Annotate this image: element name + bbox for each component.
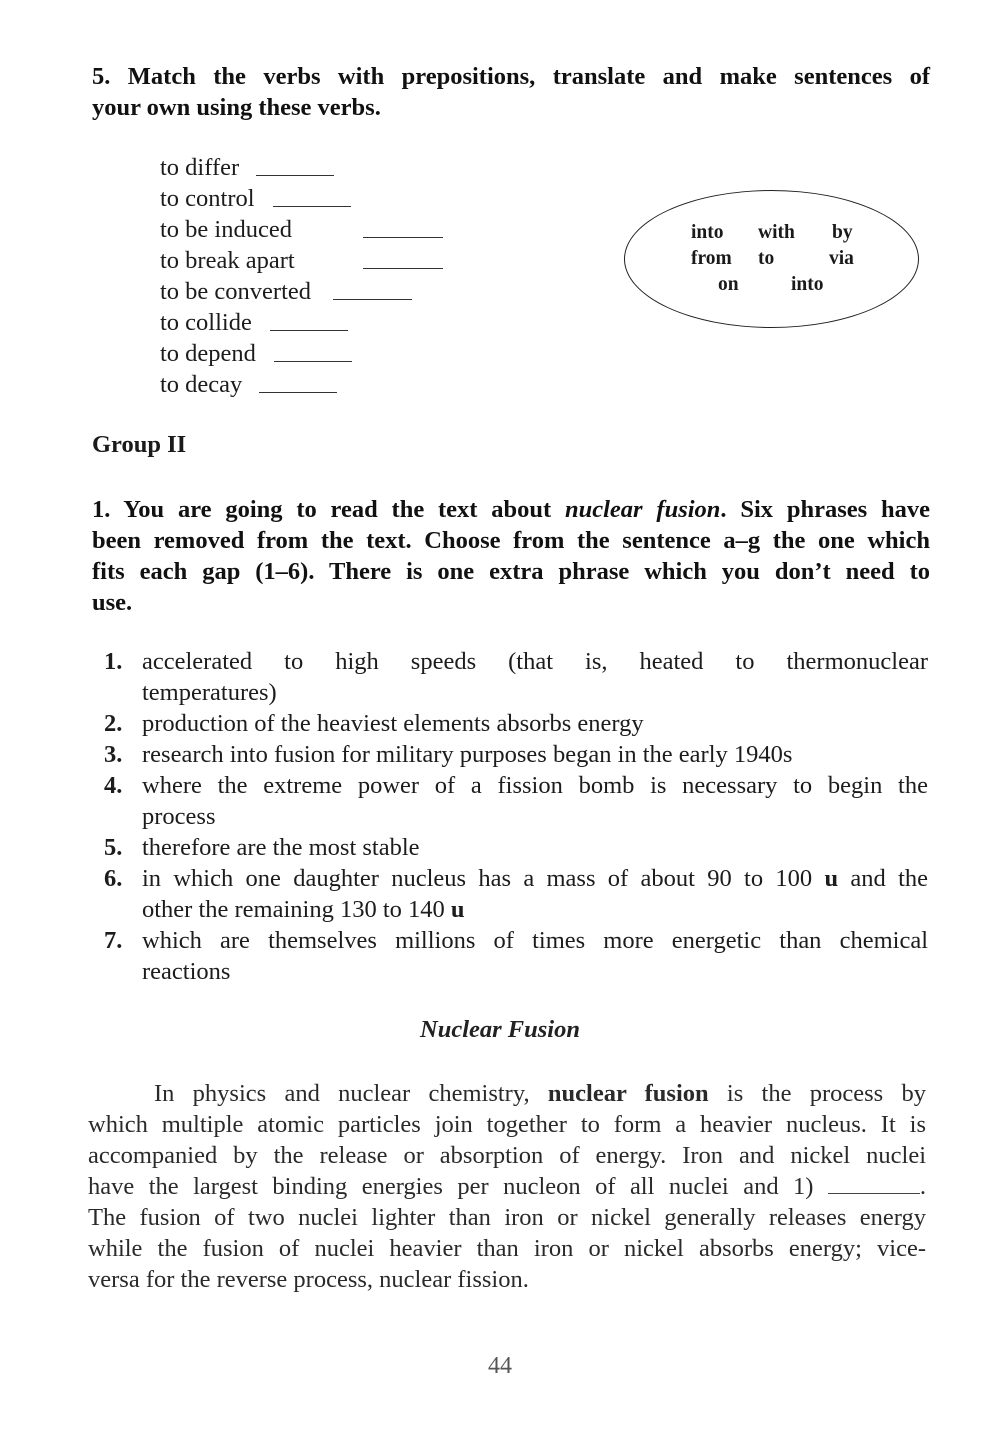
paragraph-line — [88, 1171, 926, 1202]
option-text-line1: which are themselves millions of times more energetic than chemical — [142, 927, 928, 954]
verb-label: to control — [160, 185, 255, 212]
page-number: 44 — [488, 1353, 512, 1379]
preposition: on — [718, 274, 739, 295]
reading-title: Nuclear Fusion — [420, 1016, 580, 1043]
phrase-option — [104, 708, 928, 739]
verb-label: to break apart — [160, 247, 295, 274]
option-number: 4. — [104, 772, 123, 799]
group-title: Group II — [92, 431, 187, 458]
text-run: 1. You are going to read the text about — [92, 496, 565, 523]
answer-blank[interactable] — [363, 236, 443, 238]
answer-blank[interactable] — [259, 391, 337, 393]
preposition-ellipse — [624, 190, 919, 328]
text-run: In physics and nuclear chemistry, — [154, 1080, 548, 1107]
preposition: with — [758, 222, 795, 243]
task-1-heading-line2: been removed from the text. Choose from the sentence a–g the one which — [92, 527, 930, 554]
paragraph-line — [88, 1078, 926, 1109]
paragraph-line: which multiple atomic particles join together to form a heavier nucleus. It is — [88, 1111, 926, 1138]
preposition: via — [829, 248, 854, 269]
phrase-option — [104, 832, 928, 863]
preposition: from — [691, 248, 732, 269]
option-text-line1: where the extreme power of a fission bomb is necessary to begin the — [142, 772, 928, 799]
task-5-heading — [92, 61, 930, 123]
preposition: to — [758, 248, 775, 269]
text-run: have the largest binding energies per nucleon of all nuclei and 1) — [88, 1173, 814, 1200]
phrase-options-list — [104, 646, 928, 987]
paragraph-line: versa for the reverse process, nuclear fission. — [88, 1266, 529, 1293]
verb-label: to differ — [160, 154, 240, 181]
verb-item — [160, 338, 480, 369]
verb-label: to be converted — [160, 278, 312, 305]
task-1-heading-line3: fits each gap (1–6). There is one extra phrase which you don’t need to — [92, 558, 930, 585]
option-number: 6. — [104, 865, 123, 892]
answer-blank[interactable] — [270, 329, 348, 331]
preposition: by — [832, 222, 853, 243]
option-number: 1. — [104, 648, 123, 675]
verb-label: to be induced — [160, 216, 292, 243]
unit-symbol: u — [450, 896, 465, 923]
text-run: in which one daughter nucleus has a mass of about 90 to 100 — [142, 865, 825, 892]
verb-item — [160, 183, 480, 214]
verb-item — [160, 152, 480, 183]
emphasis-term: nuclear fusion — [565, 496, 721, 523]
verb-label: to collide — [160, 309, 252, 336]
key-term: nuclear fusion — [547, 1080, 709, 1107]
preposition: into — [791, 274, 824, 295]
gap-1-blank[interactable] — [828, 1192, 920, 1194]
answer-blank[interactable] — [333, 298, 412, 300]
option-text-line2: reactions — [142, 958, 231, 985]
option-text-line2: temperatures) — [142, 679, 277, 706]
option-number: 7. — [104, 927, 123, 954]
phrase-option — [104, 770, 928, 832]
verb-list — [160, 152, 480, 400]
text-run: other the remaining 130 to 140 — [142, 896, 451, 923]
text-run: . — [919, 1173, 927, 1200]
verb-label: to decay — [160, 371, 243, 398]
verb-label: to depend — [160, 340, 256, 367]
option-text-line1: accelerated to high speeds (that is, heated to thermonuclear — [142, 648, 928, 675]
paragraph-line: accompanied by the release or absorption of energy. Iron and nickel nuclei — [88, 1142, 926, 1169]
option-text-line1: therefore are the most stable — [142, 834, 420, 861]
phrase-option — [104, 646, 928, 708]
paragraph-line: The fusion of two nuclei lighter than iron or nickel generally releases energy — [88, 1204, 926, 1231]
verb-item — [160, 245, 480, 276]
option-text-line1 — [142, 863, 928, 894]
task-1-heading — [92, 494, 930, 618]
phrase-option — [104, 863, 928, 925]
answer-blank[interactable] — [274, 360, 352, 362]
option-text-line2: process — [142, 803, 216, 830]
paragraph-line: while the fusion of nuclei heavier than iron or nickel absorbs energy; vice- — [88, 1235, 926, 1262]
option-number: 2. — [104, 710, 123, 737]
preposition: into — [691, 222, 724, 243]
text-run: . Six phrases have — [720, 496, 930, 523]
phrase-option — [104, 739, 928, 770]
option-text-line1: production of the heaviest elements absorbs energy — [142, 710, 644, 737]
verb-item — [160, 307, 480, 338]
task-1-heading-line1 — [92, 494, 930, 525]
option-text-line2 — [142, 894, 928, 925]
verb-item — [160, 276, 480, 307]
answer-blank[interactable] — [273, 205, 351, 207]
phrase-option — [104, 925, 928, 987]
option-text-line1: research into fusion for military purposes began in the early 1940s — [142, 741, 793, 768]
option-number: 3. — [104, 741, 123, 768]
answer-blank[interactable] — [256, 174, 334, 176]
text-run: and the — [838, 865, 928, 892]
text-run: is the process by — [708, 1080, 926, 1107]
task-5-heading-line2: your own using these verbs. — [92, 94, 381, 121]
answer-blank[interactable] — [363, 267, 443, 269]
verb-item — [160, 214, 480, 245]
verb-item — [160, 369, 480, 400]
option-number: 5. — [104, 834, 123, 861]
reading-paragraph — [88, 1078, 926, 1295]
task-1-heading-line4: use. — [92, 589, 133, 616]
unit-symbol: u — [824, 865, 839, 892]
task-5-heading-line1: 5. Match the verbs with prepositions, translate and make sentences of — [92, 63, 930, 90]
